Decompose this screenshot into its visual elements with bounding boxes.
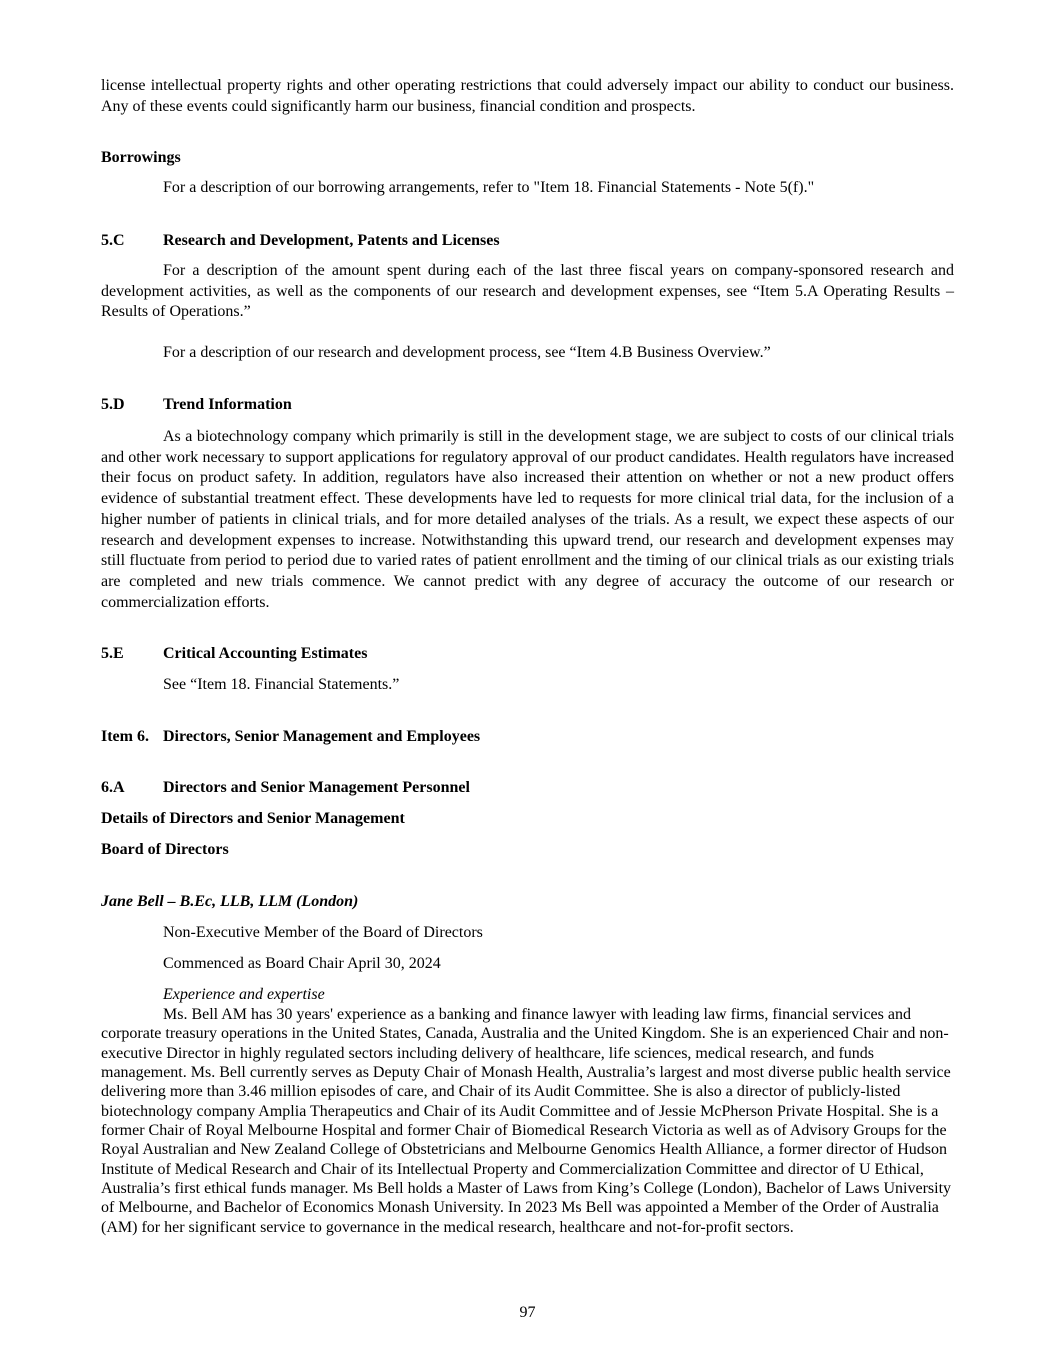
section-6a-heading (101, 778, 954, 799)
experience-label: Experience and expertise (163, 986, 325, 1003)
section-5d-heading (101, 395, 954, 416)
item-number: Item 6. (101, 728, 149, 745)
section-5c-heading (101, 231, 954, 252)
item-title: Directors, Senior Management and Employees (163, 728, 481, 745)
section-number: 5.C (101, 232, 125, 249)
section-number: 5.E (101, 645, 124, 662)
director-commenced: Commenced as Board Chair April 30, 2024 (163, 955, 441, 972)
director-bio: Ms. Bell AM has 30 years' experience as a banking and finance lawyer with leading law firms, financial services and corporate treasury operations in the United States, Canada, Australia and the United Kingdom. She is an experienced Chair and non-executive Director in highly regulated sectors including delivery of healthcare, life sciences, medical research, and funds management. Ms. Bell currently serves as Deputy Chair of Monash Health, Australia’s largest and most diverse public health service delivering more than 3.46 million episodes of care, and Chair of its Audit Committee. She is also a director of publicly-listed biotechnology company Amplia Therapeutics and Chair of its Audit Committee and of Jessie McPherson Private Hospital. She is a former Chair of Royal Melbourne Hospital and former Chair of Biomedical Research Victoria as well as of Advisory Groups for the Royal Australian and New Zealand College of Obstetricians and Melbourne Genomics Health Alliance, a former director of Hudson Institute of Medical Research and Chair of its Intellectual Property and Commercialization Committee and director of U Ethical, Australia’s first ethical funds manager. Ms Bell holds a Master of Laws from King’s College (London), Bachelor of Laws University of Melbourne, and Bachelor of Economics Monash University. In 2023 Ms Bell was appointed a Member of the Order of Australia (AM) for her significant service to governance in the medical research, healthcare and not-for-profit sectors. (101, 1006, 952, 1236)
section-5e-heading (101, 644, 954, 665)
section-number: 6.A (101, 779, 125, 796)
section-5e-text: See “Item 18. Financial Statements.” (163, 676, 400, 693)
item-6-heading (101, 727, 954, 748)
section-number: 5.D (101, 396, 125, 413)
section-title: Directors and Senior Management Personnel (163, 779, 470, 796)
director-name: Jane Bell – B.Ec, LLB, LLM (London) (101, 893, 359, 910)
details-subheading: Details of Directors and Senior Management (101, 810, 405, 827)
section-5c-para2: For a description of our research and development process, see “Item 4.B Business Overview.” (163, 344, 771, 361)
section-5c-para1: For a description of the amount spent during each of the last three fiscal years on company-sponsored research and development activities, as well as the components of our research and development expenses, see “Item 5.A Operating Results – Results of Operations.” (101, 262, 954, 321)
borrowings-heading: Borrowings (101, 149, 181, 166)
section-title: Trend Information (163, 396, 292, 413)
page-number: 97 (519, 1304, 536, 1321)
section-5d-para: As a biotechnology company which primarily is still in the development stage, we are subject to costs of our clinical trials and other work necessary to support applications for regulatory approval of our product candidates. Health regulators have increased their focus on product safety. In addition, regulators have also increased their attention on whether or not a new product offers evidence of substantial treatment effect. These developments have led to requests for more clinical trial data, for the inclusion of a higher number of patients in clinical trials, and for more detailed analyses of the trials. As a result, we expect these aspects of our research and development expenses to increase. Notwithstanding this upward trend, our research and development expenses may still fluctuate from period to period due to varied rates of patient enrollment and the timing of our clinical trials as our existing trials are completed and new trials commence. We cannot predict with any degree of accuracy the outcome of our research or commercialization efforts. (101, 428, 954, 611)
intro-paragraph: license intellectual property rights and other operating restrictions that could adversely impact our ability to conduct our business. Any of these events could significantly harm our business, financial condition and prospects. (101, 77, 954, 115)
board-subheading: Board of Directors (101, 841, 229, 858)
director-role: Non-Executive Member of the Board of Directors (163, 924, 483, 941)
borrowings-text: For a description of our borrowing arrangements, refer to "Item 18. Financial Statements - Note 5(f)." (163, 179, 815, 196)
section-title: Critical Accounting Estimates (163, 645, 368, 662)
section-title: Research and Development, Patents and Licenses (163, 232, 500, 249)
